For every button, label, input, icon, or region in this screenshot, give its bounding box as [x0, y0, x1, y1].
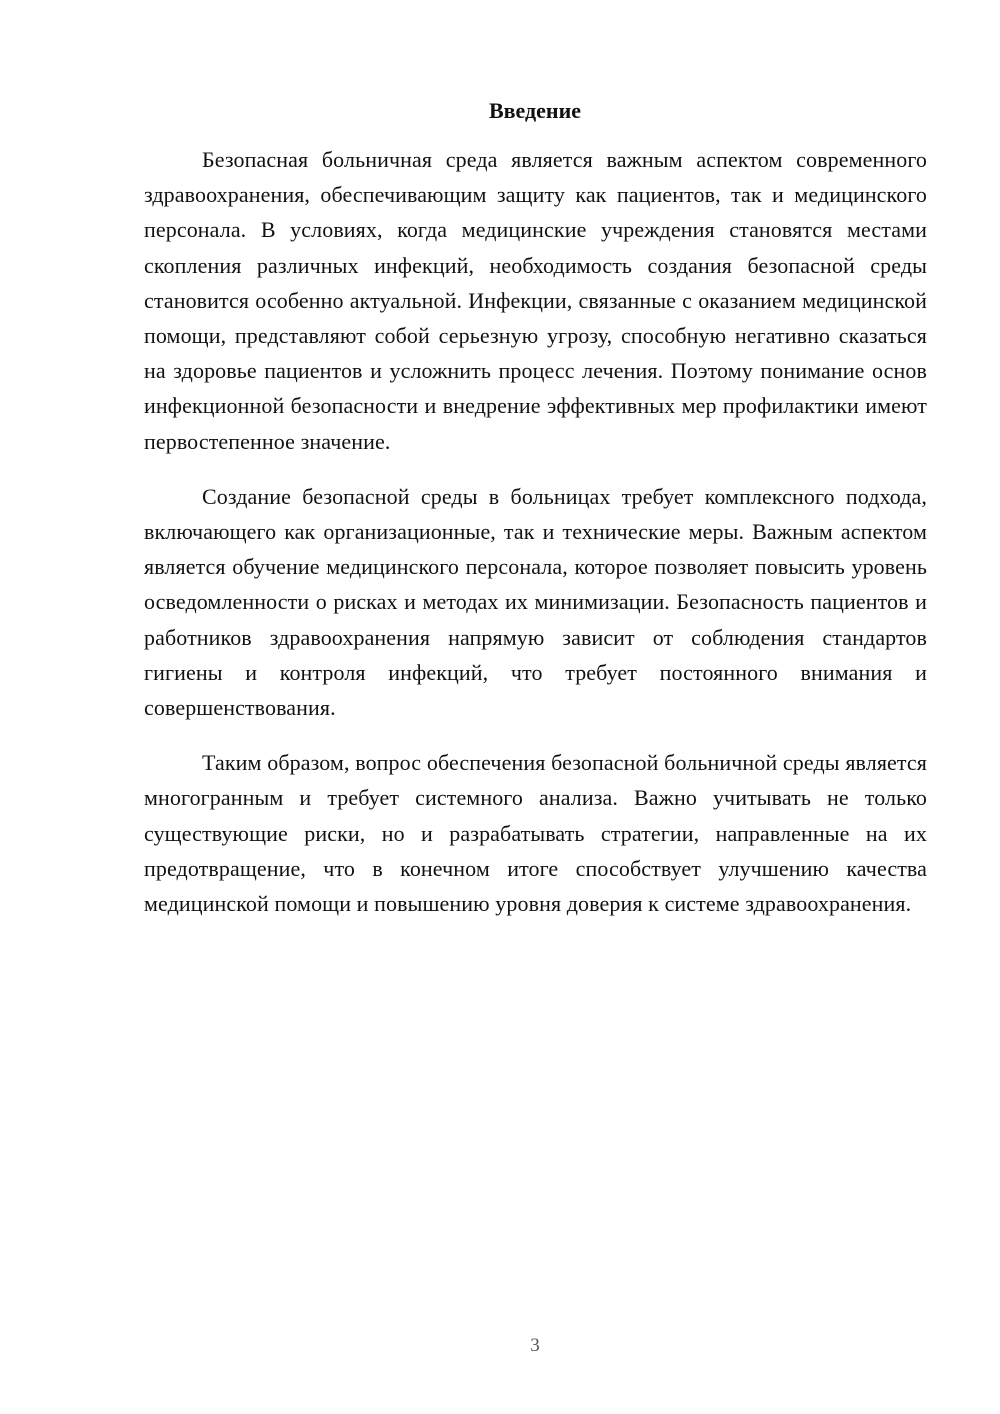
page-number: 3: [530, 1335, 540, 1356]
section-heading: Введение: [488, 98, 582, 123]
paragraph-3: Таким образом, вопрос обеспечения безопасной больничной среды является многогранным и требует системного анализа. Важно учитывать не только существующие риски, но и разрабатывать стратегии, направленные на их предотвращение, что в конечном итоге способствует улучшению качества медицинской помощи и повышению уровня доверия к системе здравоохранения.: [144, 750, 927, 917]
paragraph-2: Создание безопасной среды в больницах требует комплексного подхода, включающего как организационные, так и технические меры. Важным аспектом является обучение медицинского персонала, которое позволяет повысить уровень осведомленности о рисках и методах их минимизации. Безопасность пациентов и работников здравоохранения напрямую зависит от соблюдения стандартов гигиены и контроля инфекций, что требует постоянного внимания и совершенствования.: [144, 483, 927, 721]
paragraph-1: Безопасная больничная среда является важным аспектом современного здравоохранения, обеспечивающим защиту как пациентов, так и медицинского персонала. В условиях, когда медицинские учреждения становятся местами скопления различных инфекций, необходимость создания безопасной среды становится особенно актуальной. Инфекции, связанные с оказанием медицинской помощи, представляют собой серьезную угрозу, способную негативно сказаться на здоровье пациентов и усложнить процесс лечения. Поэтому понимание основ инфекционной безопасности и внедрение эффективных мер профилактики имеют первостепенное значение.: [144, 147, 927, 454]
body-text: [144, 142, 927, 941]
